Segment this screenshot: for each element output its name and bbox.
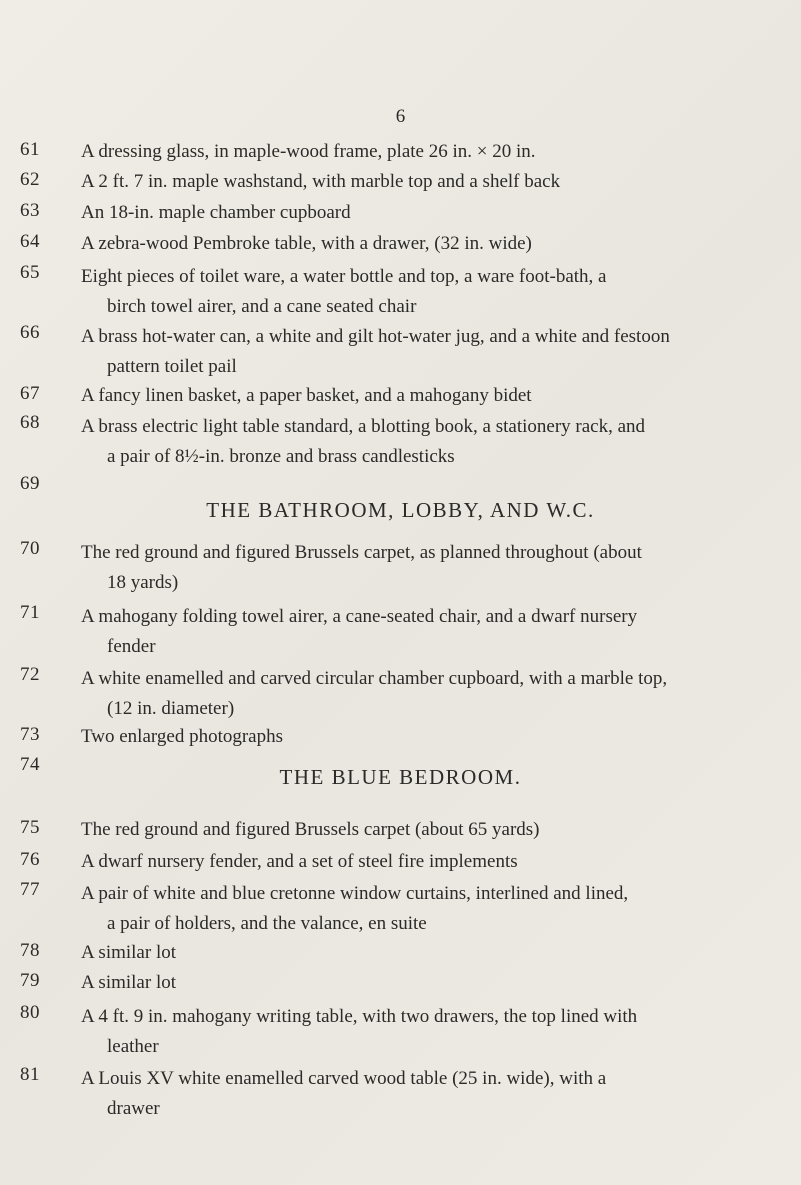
lot-number: 76	[20, 849, 40, 870]
lot-number: 78	[20, 940, 40, 961]
lot-description-line: A dressing glass, in maple-wood frame, plate 26 in. × 20 in.	[81, 141, 536, 162]
lot-description	[81, 970, 786, 996]
lot-number: 67	[20, 383, 40, 404]
lot-number: 77	[20, 879, 40, 900]
lot-description-line: The red ground and figured Brussels carpet (about 65 yards)	[81, 819, 540, 840]
lot-number: 81	[20, 1064, 40, 1085]
lot-number: 75	[20, 817, 40, 838]
lot-number: 62	[20, 169, 40, 190]
lot-description	[81, 322, 786, 382]
lot-description	[81, 849, 786, 875]
lot-number: 73	[20, 724, 40, 745]
lot-number: 74	[20, 754, 40, 775]
lot-description-line: A similar lot	[81, 942, 176, 963]
lot-description	[81, 1064, 786, 1124]
lot-description	[81, 724, 786, 750]
lot-description-line: A white enamelled and carved circular chamber cupboard, with a marble top,	[81, 668, 668, 689]
lot-number: 61	[20, 139, 40, 160]
lot-description-continuation: pattern toilet pail	[107, 356, 237, 377]
lot-description	[81, 940, 786, 966]
lot-description	[81, 664, 786, 724]
lot-description	[81, 231, 786, 257]
lot-description	[81, 169, 786, 195]
lot-number: 72	[20, 664, 40, 685]
lot-number: 63	[20, 200, 40, 221]
lot-description-line: A Louis XV white enamelled carved wood table (25 in. wide), with a	[81, 1068, 607, 1089]
lot-number: 70	[20, 538, 40, 559]
lot-description	[81, 383, 786, 409]
lot-description-line: A pair of white and blue cretonne window curtains, interlined and lined,	[81, 883, 629, 904]
lot-description-continuation: 18 yards)	[107, 572, 179, 593]
lot-number: 69	[20, 473, 40, 494]
lot-description-line: A dwarf nursery fender, and a set of steel fire implements	[81, 851, 518, 872]
lot-number: 66	[20, 322, 40, 343]
lot-description-continuation: a pair of 8½-in. bronze and brass candlesticks	[107, 446, 455, 467]
lot-number: 64	[20, 231, 40, 252]
lot-description-line: A brass electric light table standard, a blotting book, a stationery rack, and	[81, 416, 646, 437]
lot-number: 80	[20, 1002, 40, 1023]
lot-description	[81, 262, 786, 322]
lot-description	[81, 1002, 786, 1062]
lot-description-line: A 4 ft. 9 in. mahogany writing table, with two drawers, the top lined with	[81, 1006, 638, 1027]
lot-description	[81, 817, 786, 843]
lot-description-line: Two enlarged photographs	[81, 726, 283, 747]
lot-description-continuation: birch towel airer, and a cane seated chair	[107, 296, 417, 317]
lot-description-line: A brass hot-water can, a white and gilt hot-water jug, and a white and festoon	[81, 326, 670, 347]
lot-description-line: A 2 ft. 7 in. maple washstand, with marble top and a shelf back	[81, 171, 561, 192]
lot-number: 68	[20, 412, 40, 433]
lot-description-line: The red ground and figured Brussels carpet, as planned throughout (about	[81, 542, 642, 563]
lot-number: 71	[20, 602, 40, 623]
lot-description-line: A similar lot	[81, 972, 176, 993]
lot-description-continuation: drawer	[107, 1098, 160, 1119]
lot-description	[81, 538, 786, 598]
lot-description-continuation: fender	[107, 636, 156, 657]
lot-description-continuation: leather	[107, 1036, 159, 1057]
lot-description	[81, 412, 786, 472]
lot-description	[81, 879, 786, 939]
page-number: 6	[395, 106, 406, 127]
lot-number: 79	[20, 970, 40, 991]
lot-description-continuation: a pair of holders, and the valance, en suite	[107, 913, 427, 934]
lot-description-continuation: (12 in. diameter)	[107, 698, 235, 719]
section-heading: THE BLUE BEDROOM.	[279, 765, 522, 789]
lot-description-line: Eight pieces of toilet ware, a water bottle and top, a ware foot-bath, a	[81, 266, 607, 287]
lot-description	[81, 139, 786, 165]
section-heading: THE BATHROOM, LOBBY, AND W.C.	[206, 498, 595, 522]
lot-description-line: A mahogany folding towel airer, a cane-seated chair, and a dwarf nursery	[81, 606, 638, 627]
lot-description	[81, 200, 786, 226]
lot-description-line: An 18-in. maple chamber cupboard	[81, 202, 351, 223]
lot-description-line: A fancy linen basket, a paper basket, and a mahogany bidet	[81, 385, 532, 406]
lot-description	[81, 602, 786, 662]
lot-number: 65	[20, 262, 40, 283]
lot-description-line: A zebra-wood Pembroke table, with a drawer, (32 in. wide)	[81, 233, 532, 254]
